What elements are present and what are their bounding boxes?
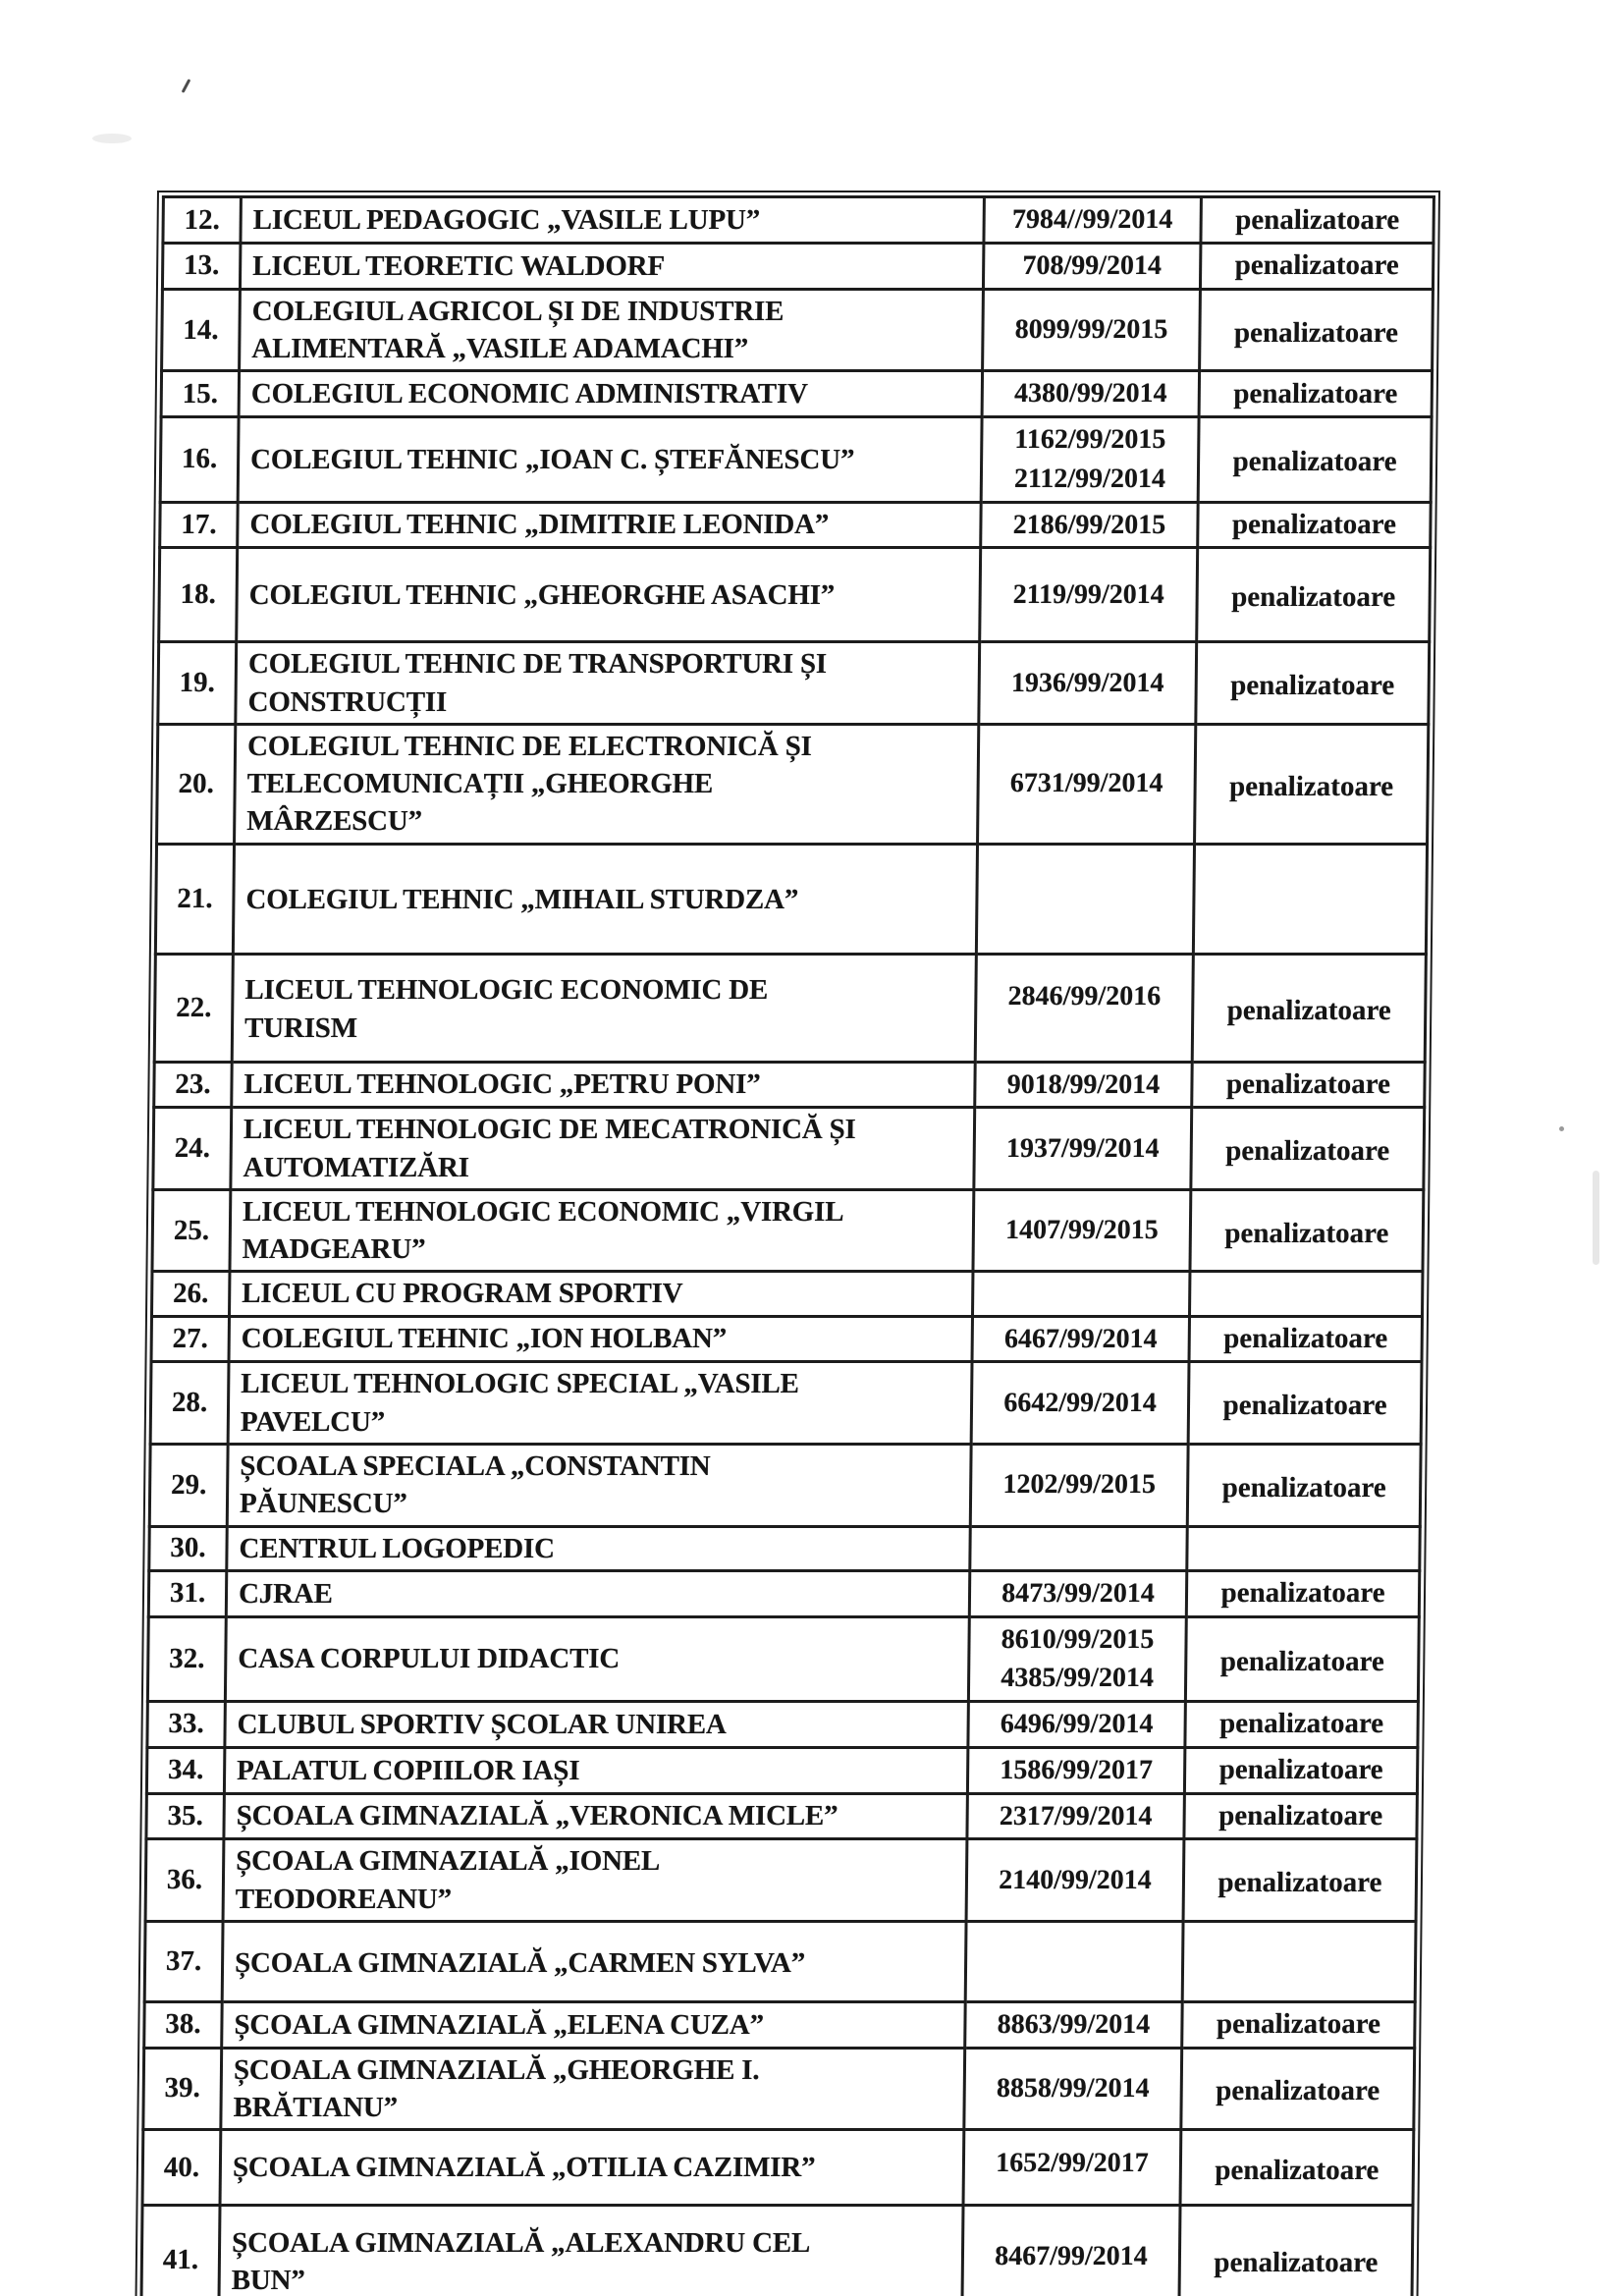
document-number [965, 1921, 1183, 2001]
document-number: 1936/99/2014 [979, 642, 1197, 725]
document-number [972, 1272, 1189, 1316]
row-index: 21. [155, 844, 234, 954]
sanctions-table-body [141, 197, 1434, 2296]
sanction-type: penalizatoare [1200, 244, 1433, 290]
document-number: 8610/99/2015 4385/99/2014 [968, 1616, 1186, 1702]
sanction-type: penalizatoare [1179, 2206, 1413, 2296]
row-index: 12. [163, 197, 241, 244]
row-index: 30. [149, 1526, 227, 1570]
institution-name: ȘCOALA SPECIALA „CONSTANTIN PĂUNESCU” [227, 1444, 971, 1526]
sanction-type [1189, 1272, 1422, 1316]
sanction-type: penalizatoare [1201, 197, 1434, 244]
row-index: 34. [146, 1747, 224, 1793]
table-row [149, 1526, 1420, 1570]
sanction-type [1182, 1921, 1416, 2001]
row-index: 18. [159, 548, 238, 642]
document-number: 1407/99/2015 [973, 1189, 1191, 1272]
document-number: 6642/99/2014 [971, 1362, 1189, 1445]
document-number [970, 1526, 1187, 1570]
row-index: 41. [141, 2206, 220, 2296]
sanction-type: penalizatoare [1187, 1444, 1421, 1526]
table-row [162, 244, 1433, 290]
institution-name: LICEUL TEORETIC WALDORF [240, 244, 983, 290]
row-index: 19. [158, 642, 237, 725]
document-number: 2186/99/2015 [981, 502, 1198, 548]
table-row [160, 502, 1431, 548]
row-index: 37. [144, 1921, 223, 2001]
row-index: 39. [143, 2048, 222, 2130]
document-number: 1586/99/2017 [967, 1747, 1184, 1793]
sanction-type: penalizatoare [1180, 2130, 1414, 2206]
document-number: 9018/99/2014 [975, 1062, 1192, 1108]
institution-name: LICEUL TEHNOLOGIC ECONOMIC „VIRGIL MADGEARU” [230, 1189, 974, 1272]
table-row [144, 1921, 1416, 2001]
table-row [157, 724, 1429, 844]
document-number: 8863/99/2014 [965, 2001, 1182, 2048]
institution-name: ȘCOALA GIMNAZIALĂ „ELENA CUZA” [222, 2001, 965, 2048]
row-index: 27. [151, 1316, 229, 1362]
document-number: 1162/99/2015 2112/99/2014 [981, 417, 1199, 503]
row-index: 14. [162, 289, 241, 371]
sanction-type: penalizatoare [1195, 724, 1429, 844]
institution-name: ȘCOALA GIMNAZIALĂ „VERONICA MICLE” [224, 1793, 967, 1839]
document-number [976, 844, 1194, 954]
sanction-type: penalizatoare [1185, 1702, 1418, 1748]
table-row [141, 2206, 1413, 2296]
sanction-type: penalizatoare [1192, 1062, 1425, 1108]
row-index: 35. [146, 1793, 224, 1839]
institution-name: COLEGIUL TEHNIC „IOAN C. ȘTEFĂNESCU” [238, 417, 982, 503]
table-row [160, 417, 1432, 503]
institution-name: LICEUL TEHNOLOGIC DE MECATRONICĂ ȘI AUTOMATIZĂRI [231, 1108, 975, 1190]
document-number: 2140/99/2014 [966, 1839, 1184, 1922]
document-number: 1937/99/2014 [974, 1108, 1192, 1190]
sanction-type: penalizatoare [1192, 954, 1426, 1062]
document-number: 8099/99/2015 [983, 289, 1201, 371]
table-row [144, 2001, 1415, 2048]
document-number: 8858/99/2014 [964, 2048, 1182, 2130]
institution-name: LICEUL TEHNOLOGIC SPECIAL „VASILE PAVELCU” [228, 1362, 972, 1445]
row-index: 16. [160, 417, 239, 503]
table-row [159, 548, 1431, 642]
institution-name: CASA CORPULUI DIDACTIC [225, 1616, 969, 1702]
row-index: 29. [149, 1444, 228, 1526]
row-index: 25. [152, 1189, 231, 1272]
document-number: 1652/99/2017 [963, 2130, 1181, 2206]
row-index: 40. [142, 2130, 221, 2206]
table-row [150, 1362, 1422, 1445]
sanction-type: penalizatoare [1184, 1793, 1417, 1839]
sanction-type: penalizatoare [1188, 1362, 1422, 1445]
sanction-type: penalizatoare [1190, 1189, 1424, 1272]
row-index: 22. [154, 954, 233, 1062]
table-row [146, 1793, 1417, 1839]
table-row [163, 197, 1434, 244]
table-row [153, 1108, 1425, 1190]
table-row [147, 1702, 1418, 1748]
scan-artifact-tick [182, 79, 191, 93]
document-number: 7984//99/2014 [984, 197, 1201, 244]
table-row [143, 2048, 1415, 2130]
sanction-type: penalizatoare [1182, 2001, 1415, 2048]
row-index: 24. [153, 1108, 232, 1190]
table-row [158, 642, 1430, 725]
row-index: 38. [144, 2001, 222, 2048]
institution-name: ȘCOALA GIMNAZIALĂ „OTILIA CAZIMIR” [220, 2130, 964, 2206]
sanction-type: penalizatoare [1186, 1570, 1419, 1616]
table-row [147, 1616, 1419, 1702]
institution-name: CENTRUL LOGOPEDIC [227, 1526, 970, 1570]
document-number: 2846/99/2016 [975, 954, 1193, 1062]
institution-name: COLEGIUL TEHNIC „MIHAIL STURDZA” [233, 844, 977, 954]
institution-name: ȘCOALA GIMNAZIALĂ „CARMEN SYLVA” [222, 1921, 966, 2001]
institution-name: LICEUL TEHNOLOGIC ECONOMIC DE TURISM [232, 954, 976, 1062]
row-index: 20. [157, 724, 236, 844]
sanction-type: penalizatoare [1198, 417, 1432, 503]
document-number: 2317/99/2014 [967, 1793, 1184, 1839]
row-index: 36. [145, 1839, 224, 1922]
institution-name: COLEGIUL AGRICOL ȘI DE INDUSTRIE ALIMENTARĂ „VASILE ADAMACHI” [240, 289, 984, 371]
sanctions-table [139, 195, 1435, 2296]
institution-name: COLEGIUL TEHNIC „DIMITRIE LEONIDA” [238, 502, 981, 548]
sanction-type: penalizatoare [1183, 1839, 1417, 1922]
table-row [142, 2130, 1414, 2206]
document-number: 8473/99/2014 [969, 1570, 1186, 1616]
sanctions-table-wrapper [135, 191, 1440, 2296]
document-number: 6467/99/2014 [972, 1316, 1189, 1362]
document-number: 6731/99/2014 [978, 724, 1196, 844]
row-index: 26. [151, 1272, 229, 1316]
institution-name: LICEUL CU PROGRAM SPORTIV [229, 1272, 972, 1316]
document-number: 2119/99/2014 [980, 548, 1198, 642]
institution-name: COLEGIUL TEHNIC „GHEORGHE ASACHI” [237, 548, 981, 642]
table-row [151, 1316, 1422, 1362]
table-row [161, 371, 1432, 417]
sanction-type: penalizatoare [1200, 289, 1434, 371]
sanction-type: penalizatoare [1196, 642, 1430, 725]
table-row [162, 289, 1434, 371]
row-index: 32. [147, 1616, 226, 1702]
sanction-type: penalizatoare [1184, 1747, 1417, 1793]
row-index: 31. [148, 1570, 226, 1616]
scan-artifact-dot [1559, 1126, 1564, 1131]
institution-name: PALATUL COPIILOR IAȘI [224, 1747, 967, 1793]
institution-name: ȘCOALA GIMNAZIALĂ „IONEL TEODOREANU” [223, 1839, 967, 1922]
institution-name: COLEGIUL TEHNIC DE ELECTRONICĂ ȘI TELECOMUNICAȚII „GHEORGHE MÂRZESCU” [235, 724, 979, 844]
row-index: 13. [162, 244, 240, 290]
institution-name: CJRAE [226, 1570, 969, 1616]
institution-name: COLEGIUL TEHNIC DE TRANSPORTURI ȘI CONSTRUCȚII [236, 642, 980, 725]
table-row [152, 1189, 1424, 1272]
sanction-type: penalizatoare [1189, 1316, 1422, 1362]
row-index: 28. [150, 1362, 229, 1445]
institution-name: COLEGIUL TEHNIC „ION HOLBAN” [229, 1316, 972, 1362]
institution-name: ȘCOALA GIMNAZIALĂ „GHEORGHE I. BRĂTIANU” [221, 2048, 965, 2130]
document-number: 708/99/2014 [983, 244, 1200, 290]
table-row [149, 1444, 1421, 1526]
institution-name: LICEUL PEDAGOGIC „VASILE LUPU” [241, 197, 984, 244]
row-index: 15. [161, 371, 239, 417]
row-index: 17. [160, 502, 238, 548]
scan-artifact-smudge [1593, 1171, 1599, 1265]
table-row [145, 1839, 1417, 1922]
table-row [155, 844, 1427, 954]
institution-name: LICEUL TEHNOLOGIC „PETRU PONI” [232, 1062, 975, 1108]
document-number: 4380/99/2014 [982, 371, 1199, 417]
sanction-type: penalizatoare [1199, 371, 1432, 417]
institution-name: CLUBUL SPORTIV ȘCOLAR UNIREA [225, 1702, 968, 1748]
document-number: 8467/99/2014 [962, 2206, 1180, 2296]
sanction-type: penalizatoare [1191, 1108, 1425, 1190]
institution-name: ȘCOALA GIMNAZIALĂ „ALEXANDRU CEL BUN” [219, 2206, 963, 2296]
scan-artifact-smudge [92, 134, 132, 143]
table-row [154, 1062, 1425, 1108]
row-index: 23. [154, 1062, 232, 1108]
sanction-type: penalizatoare [1198, 502, 1431, 548]
row-index: 33. [147, 1702, 225, 1748]
sanction-type [1193, 844, 1427, 954]
document-number: 6496/99/2014 [968, 1702, 1185, 1748]
sanction-type: penalizatoare [1185, 1616, 1419, 1702]
sanction-type: penalizatoare [1197, 548, 1431, 642]
sanction-type: penalizatoare [1181, 2048, 1415, 2130]
table-row [148, 1570, 1419, 1616]
table-row [151, 1272, 1422, 1316]
document-number: 1202/99/2015 [970, 1444, 1188, 1526]
sanction-type [1187, 1526, 1420, 1570]
institution-name: COLEGIUL ECONOMIC ADMINISTRATIV [239, 371, 982, 417]
table-row [154, 954, 1426, 1062]
table-row [146, 1747, 1417, 1793]
